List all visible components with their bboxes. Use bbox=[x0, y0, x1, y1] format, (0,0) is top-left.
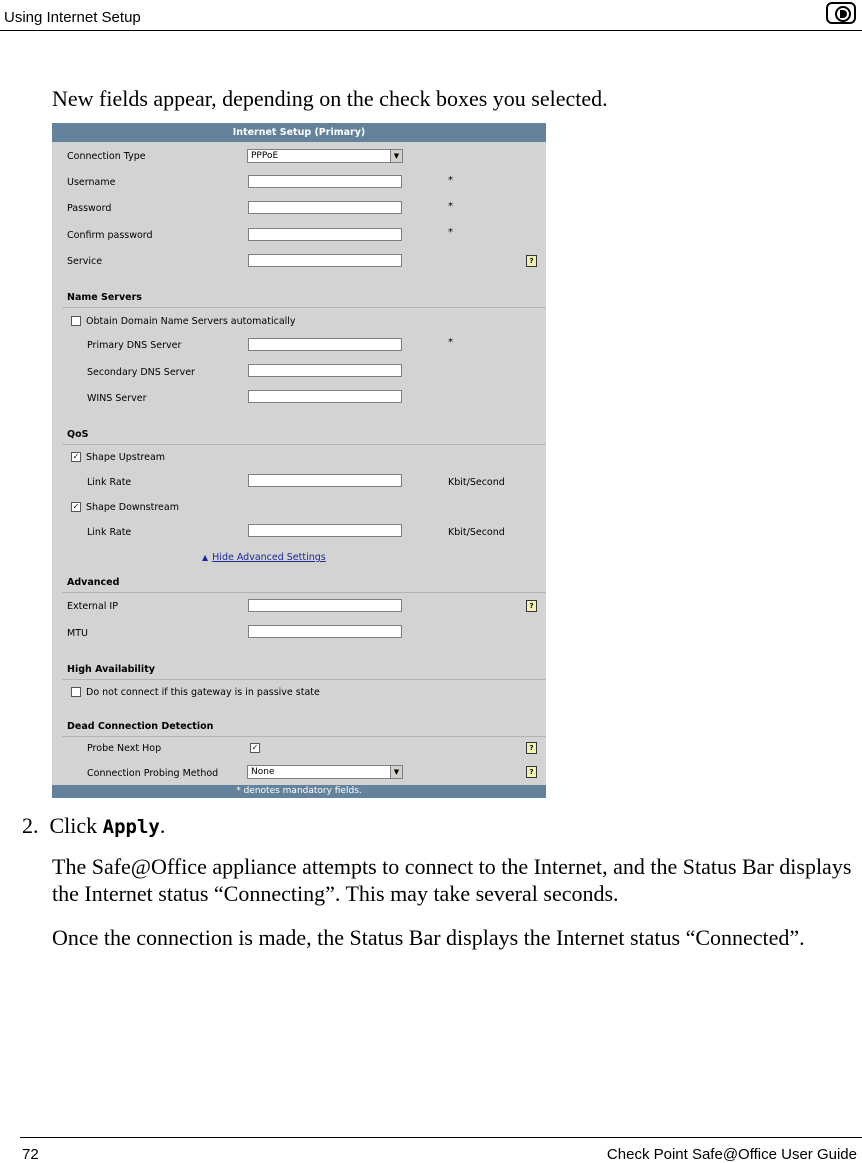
apply-keyword: Apply bbox=[102, 816, 160, 838]
shape-downstream-label: Shape Downstream bbox=[86, 502, 179, 513]
wins-server-input[interactable] bbox=[248, 390, 402, 403]
shape-downstream-checkbox[interactable]: ✓ bbox=[72, 502, 80, 511]
passive-state-checkbox[interactable] bbox=[71, 687, 81, 697]
guide-title: Check Point Safe@Office User Guide bbox=[606, 1146, 857, 1163]
link-rate-up-input[interactable] bbox=[248, 474, 402, 487]
confirm-password-label: Confirm password bbox=[67, 230, 153, 241]
probing-method-label: Connection Probing Method bbox=[87, 768, 219, 779]
primary-dns-label: Primary DNS Server bbox=[87, 340, 182, 351]
mandatory-mark: * bbox=[448, 337, 453, 348]
mtu-input[interactable] bbox=[248, 625, 402, 638]
service-input[interactable] bbox=[248, 254, 402, 267]
password-label: Password bbox=[67, 203, 112, 214]
panel-title: Internet Setup (Primary) bbox=[52, 123, 546, 142]
high-availability-heading: High Availability bbox=[67, 664, 155, 675]
footer-rule bbox=[20, 1137, 862, 1138]
link-rate-down-label: Link Rate bbox=[87, 527, 132, 538]
page-number: 72 bbox=[22, 1146, 39, 1163]
obtain-dns-label: Obtain Domain Name Servers automatically bbox=[86, 316, 296, 327]
mandatory-mark: * bbox=[448, 175, 453, 186]
section-divider bbox=[62, 307, 546, 308]
paragraph-connecting: The Safe@Office appliance attempts to connect to the Internet, and the Status Bar displays the Internet status “Connecting”. This may take several seconds. bbox=[52, 854, 852, 906]
probe-next-hop-label: Probe Next Hop bbox=[87, 743, 162, 754]
connection-type-label: Connection Type bbox=[67, 151, 146, 162]
name-servers-heading: Name Servers bbox=[67, 292, 142, 303]
paragraph-connected: Once the connection is made, the Status Bar displays the Internet status “Connected”. bbox=[52, 925, 805, 950]
shape-upstream-label: Shape Upstream bbox=[86, 452, 166, 463]
mtu-label: MTU bbox=[67, 628, 88, 639]
help-icon[interactable]: ? bbox=[526, 766, 537, 778]
mandatory-note: * denotes mandatory fields. bbox=[52, 785, 546, 798]
chevron-down-icon: ▼ bbox=[390, 150, 402, 162]
probing-method-select[interactable]: None ▼ bbox=[247, 765, 403, 779]
running-header: Using Internet Setup bbox=[4, 9, 141, 26]
username-label: Username bbox=[67, 177, 116, 188]
primary-dns-input[interactable] bbox=[248, 338, 402, 351]
triangle-up-icon: ▲ bbox=[202, 553, 209, 562]
hide-advanced-settings-link[interactable]: ▲ Hide Advanced Settings bbox=[202, 552, 326, 563]
chevron-down-icon: ▼ bbox=[390, 766, 402, 778]
section-divider bbox=[62, 736, 546, 737]
passive-state-label: Do not connect if this gateway is in passive state bbox=[86, 687, 320, 698]
link-rate-down-unit: Kbit/Second bbox=[448, 527, 505, 538]
link-rate-up-unit: Kbit/Second bbox=[448, 477, 505, 488]
external-ip-input[interactable] bbox=[248, 599, 402, 612]
link-rate-down-input[interactable] bbox=[248, 524, 402, 537]
confirm-password-input[interactable] bbox=[248, 228, 402, 241]
shape-upstream-checkbox[interactable]: ✓ bbox=[72, 452, 80, 461]
probe-next-hop-checkbox[interactable]: ✓ bbox=[251, 743, 259, 752]
password-input[interactable] bbox=[248, 201, 402, 214]
dead-connection-heading: Dead Connection Detection bbox=[67, 721, 214, 732]
help-icon[interactable]: ? bbox=[526, 255, 537, 267]
qos-heading: QoS bbox=[67, 429, 89, 440]
mandatory-mark: * bbox=[448, 201, 453, 212]
mandatory-mark: * bbox=[448, 227, 453, 238]
advanced-heading: Advanced bbox=[67, 577, 120, 588]
obtain-dns-checkbox[interactable] bbox=[71, 316, 81, 326]
secondary-dns-input[interactable] bbox=[248, 364, 402, 377]
help-icon[interactable]: ? bbox=[526, 600, 537, 612]
username-input[interactable] bbox=[248, 175, 402, 188]
internet-setup-screenshot bbox=[52, 123, 546, 798]
link-rate-up-label: Link Rate bbox=[87, 477, 132, 488]
connection-type-select[interactable]: PPPoE ▼ bbox=[247, 149, 403, 163]
section-divider bbox=[62, 679, 546, 680]
header-rule bbox=[0, 30, 862, 31]
wins-server-label: WINS Server bbox=[87, 393, 147, 404]
section-divider bbox=[62, 444, 546, 445]
secondary-dns-label: Secondary DNS Server bbox=[87, 367, 195, 378]
step-2: 2. Click Apply. bbox=[22, 813, 166, 838]
section-divider bbox=[62, 592, 546, 593]
external-ip-label: External IP bbox=[67, 601, 118, 612]
service-label: Service bbox=[67, 256, 103, 267]
intro-text: New fields appear, depending on the check boxes you selected. bbox=[52, 86, 608, 111]
help-icon[interactable]: ? bbox=[526, 742, 537, 754]
check-point-logo-icon bbox=[826, 2, 856, 24]
